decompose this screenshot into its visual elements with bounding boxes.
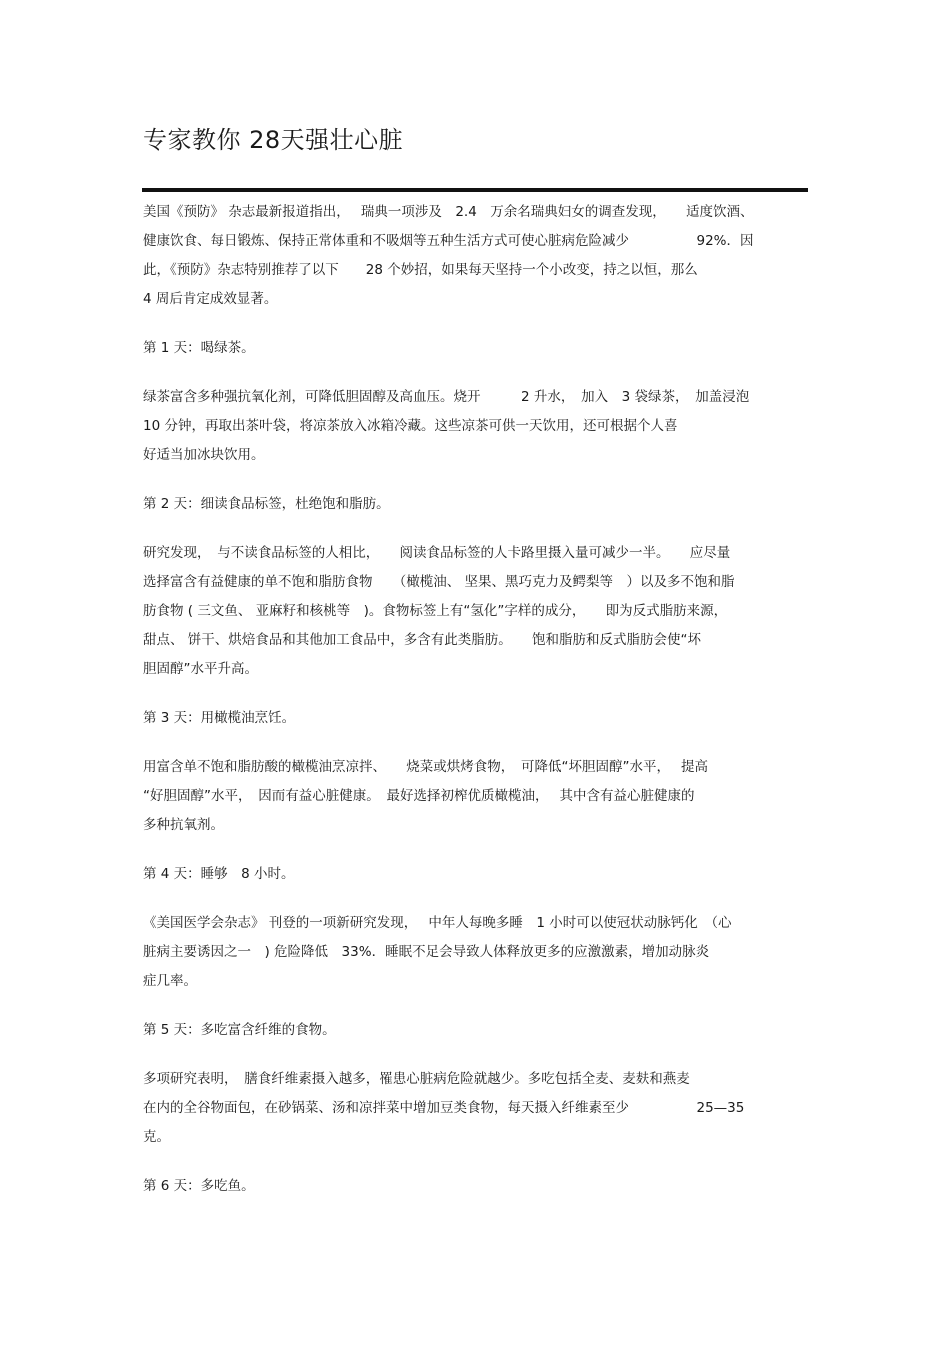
text-line: 症几率。 [143,973,197,989]
text-line: 多种抗氧剂。 [143,817,224,833]
day-1-heading: 第 1 天：喝绿茶。 [143,340,255,356]
text-line: 美国《预防》 杂志最新报道指出， 瑞典一项涉及 2.4 万余名瑞典妇女的调查发现， 适度饮酒、 [143,204,754,220]
day-5-body [143,1065,808,1152]
text-line: 研究发现， 与不读食品标签的人相比， 阅读食品标签的人卡路里摄入量可减少一半。 应尽量 [143,545,731,561]
day-2-heading: 第 2 天：细读食品标签，杜绝饱和脂肪。 [143,496,390,512]
text-line: “好胆固醇”水平， 因而有益心脏健康。 最好选择初榨优质橄榄油， 其中含有益心脏健康的 [143,788,695,804]
text-line: 甜点、 饼干、烘焙食品和其他加工食品中，多含有此类脂肪。 饱和脂肪和反式脂肪会使“坏 [143,632,702,648]
title-divider [142,188,808,192]
day-6-heading: 第 6 天：多吃鱼。 [143,1178,255,1194]
day-5-heading: 第 5 天：多吃富含纤维的食物。 [143,1022,336,1038]
text-line: 多项研究表明， 膳食纤维素摄入越多，罹患心脏病危险就越少。多吃包括全麦、麦麸和燕麦 [143,1071,690,1087]
text-line: 好适当加冰块饮用。 [143,447,265,463]
page-title: 专家教你 28天强壮心脏 [143,126,404,154]
intro-paragraph [143,198,808,314]
text-line: 用富含单不饱和脂肪酸的橄榄油烹凉拌、 烧菜或烘烤食物， 可降低“坏胆固醇”水平， 提高 [143,759,709,775]
day-1-body [143,383,808,470]
day-2-body [143,539,808,684]
text-line: 克。 [143,1129,170,1145]
day-3-body [143,753,808,840]
text-line: 健康饮食、每日锻炼、保持正常体重和不吸烟等五种生活方式可使心脏病危险减少 92%．因 [143,233,754,249]
text-line: 绿茶富含多种强抗氧化剂，可降低胆固醇及高血压。烧开 2 升水， 加入 3 袋绿茶， 加盖浸泡 [143,389,750,405]
text-line: 《美国医学会杂志》 刊登的一项新研究发现， 中年人每晚多睡 1 小时可以使冠状动脉钙化 （心 [143,915,732,931]
day-3-heading: 第 3 天：用橄榄油烹饪。 [143,710,296,726]
text-line: 在内的全谷物面包，在砂锅菜、汤和凉拌菜中增加豆类食物，每天摄入纤维素至少 25—35 [143,1100,745,1116]
text-line: 选择富含有益健康的单不饱和脂肪食物 （橄榄油、 坚果、黑巧克力及鳄梨等 ）以及多不饱和脂 [143,574,735,590]
text-line: 10 分钟，再取出茶叶袋，将凉茶放入冰箱冷藏。这些凉茶可供一天饮用，还可根据个人喜 [143,418,678,434]
day-4-body [143,909,808,996]
text-line: 脏病主要诱因之一 ) 危险降低 33%．睡眠不足会导致人体释放更多的应激激素，增加动脉炎 [143,944,710,960]
day-4-heading: 第 4 天：睡够 8 小时。 [143,866,295,882]
text-line: 胆固醇”水平升高。 [143,661,258,677]
text-line: 此，《预防》杂志特别推荐了以下 28 个妙招，如果每天坚持一个小改变，持之以恒，那么 [143,262,698,278]
document-body [143,198,808,1221]
text-line: 肪食物 ( 三文鱼、 亚麻籽和核桃等 )。食物标签上有“氢化”字样的成分， 即为反式脂肪来源， [143,603,728,619]
text-line: 4 周后肯定成效显著。 [143,291,278,307]
